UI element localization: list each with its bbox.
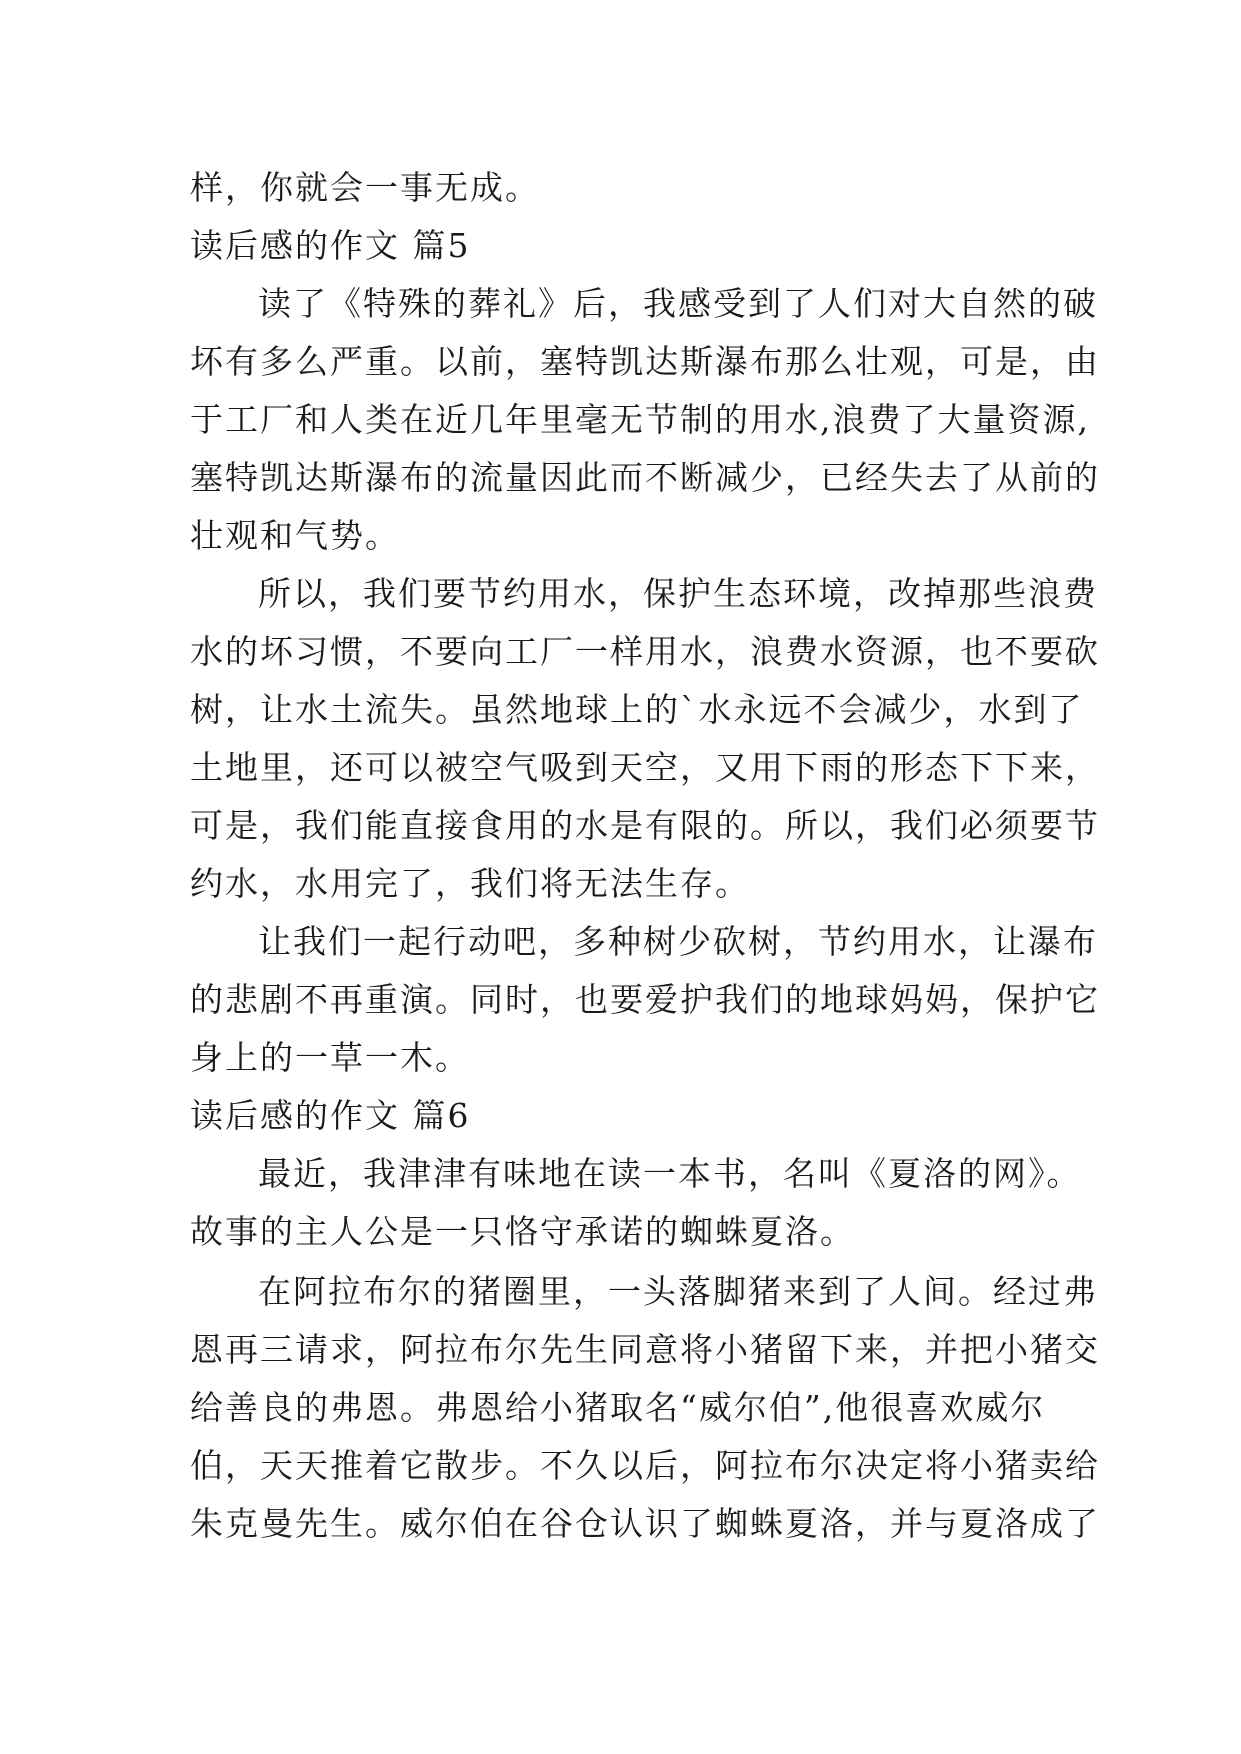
text-line: 故事的主人公是一只恪守承诺的蜘蛛夏洛。 xyxy=(190,1212,855,1251)
text-line: 给善良的弗恩。弗恩给小猪取名“威尔伯”,他很喜欢威尔 xyxy=(190,1388,1046,1427)
paragraph-start: 读了《特殊的葬礼》后，我感受到了人们对大自然的破 xyxy=(258,284,1098,323)
text-line: 树，让水土流失。虽然地球上的`水永远不会减少，水到了 xyxy=(190,690,1084,729)
paragraph-start: 所以，我们要节约用水，保护生态环境，改掉那些浪费 xyxy=(258,574,1098,613)
text-line: 恩再三请求，阿拉布尔先生同意将小猪留下来，并把小猪交 xyxy=(190,1330,1100,1369)
text-line: 身上的一草一木。 xyxy=(190,1038,470,1077)
text-line: 土地里，还可以被空气吸到天空，又用下雨的形态下下来， xyxy=(190,748,1100,787)
text-line: 塞特凯达斯瀑布的流量因此而不断减少，已经失去了从前的 xyxy=(190,458,1100,497)
text-line: 于工厂和人类在近几年里毫无节制的用水,浪费了大量资源, xyxy=(190,400,1090,439)
text-line: 水的坏习惯，不要向工厂一样用水，浪费水资源，也不要砍 xyxy=(190,632,1100,671)
text-line: 朱克曼先生。威尔伯在谷仓认识了蜘蛛夏洛，并与夏洛成了 xyxy=(190,1504,1100,1543)
text-line: 伯，天天推着它散步。不久以后，阿拉布尔决定将小猪卖给 xyxy=(190,1446,1100,1485)
paragraph-start: 让我们一起行动吧，多种树少砍树，节约用水，让瀑布 xyxy=(258,922,1098,961)
text-line: 的悲剧不再重演。同时，也要爱护我们的地球妈妈，保护它 xyxy=(190,980,1100,1019)
section-heading: 读后感的作文 篇6 xyxy=(190,1096,471,1135)
text-line: 壮观和气势。 xyxy=(190,516,400,555)
text-line: 坏有多么严重。以前，塞特凯达斯瀑布那么壮观，可是，由 xyxy=(190,342,1100,381)
text-line: 可是，我们能直接食用的水是有限的。所以，我们必须要节 xyxy=(190,806,1100,845)
text-line: 样，你就会一事无成。 xyxy=(190,168,540,207)
paragraph-start: 在阿拉布尔的猪圈里，一头落脚猪来到了人间。经过弗 xyxy=(258,1272,1098,1311)
section-heading: 读后感的作文 篇5 xyxy=(190,226,471,265)
paragraph-start: 最近，我津津有味地在读一本书，名叫《夏洛的网》。 xyxy=(258,1154,1082,1193)
text-line: 约水，水用完了，我们将无法生存。 xyxy=(190,864,750,903)
